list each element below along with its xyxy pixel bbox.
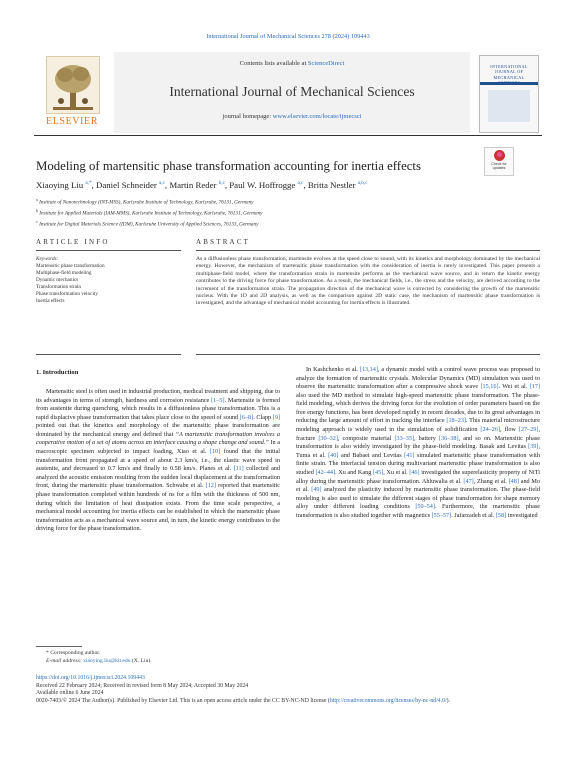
- contents-line: [114, 60, 470, 67]
- affiliation-item: [36, 218, 540, 229]
- citation-link[interactable]: [9]: [272, 413, 281, 421]
- received-dates: Received 22 February 2024; Received in revised form 8 May 2024; Accepted 30 May 2024: [36, 682, 249, 689]
- keyword-list: [36, 263, 181, 305]
- affiliation-marker: a: [36, 197, 38, 202]
- email-link[interactable]: xiaoying.liu@kit.edu: [83, 657, 131, 664]
- body-column-left: [36, 388, 280, 534]
- keyword-item[interactable]: Martensitic phase transformation: [36, 263, 105, 269]
- journal-header: [34, 52, 542, 136]
- sciencedirect-link[interactable]: ScienceDirect: [307, 60, 345, 67]
- citation-link[interactable]: [30–32]: [318, 434, 338, 442]
- citation-link[interactable]: [1–5]: [211, 396, 225, 404]
- citation-link[interactable]: [49]: [311, 486, 322, 494]
- author-name[interactable]: Britta Nestler: [307, 180, 356, 190]
- citation-link[interactable]: [24–26]: [480, 426, 501, 434]
- journal-homepage-link[interactable]: www.elsevier.com/locate/ijmecsci: [272, 113, 362, 120]
- body-column-right: [296, 366, 540, 520]
- keyword-item[interactable]: Inertia effects: [36, 298, 65, 304]
- contents-prefix: Contents lists available at: [239, 60, 308, 67]
- citation-link[interactable]: [46]: [409, 468, 420, 476]
- author-affiliation-marker[interactable]: a,b,c: [357, 180, 368, 187]
- affiliation-text: Institute of Nanotechnology (INT-MSS), Karlsruhe Institute of Technology, Karlsruhe, 76131, Germany: [39, 199, 254, 206]
- affiliation-marker: b: [36, 208, 38, 214]
- citation-link[interactable]: [17]: [529, 383, 540, 391]
- paper-title: Modeling of martensitic phase transformation accounting for inertia effects: [36, 159, 421, 173]
- citation-link[interactable]: [55–57]: [431, 511, 452, 519]
- abstract-text: As a diffusionless phase transformation, martensite evolves at the speed close to sound, with its kinetics and morphology dominated by the mechanical energy. However, the mechanism of martensitic phase transformation with the consideration of inertia is rarely investigated. This paper presents a multiphase-field model, where the transformation strain in martensite performs as the mechanical wave source, and in return the kinetic energy contributes to the driving force for phase transformation. As a result, the mechanical fields, i.e., the stress and the velocity, are derived according to the increment of the transformation strain. The propagation direction of the mechanical wave is corrected by considering the growth of the martensitic nucleus. With the 1D and 2D analysis, as well as the comparison against 2D static case, the mechanism of martensitic phase transformation is investigated, and the advantage of mechanical model accounting for inertia effects is illustrated.: [196, 256, 540, 307]
- citation-link[interactable]: [40]: [328, 451, 339, 459]
- author-affiliation-marker[interactable]: a,c: [159, 180, 165, 187]
- journal-cover-image[interactable]: [479, 55, 539, 133]
- cover-title: INTERNATIONAL JOURNAL OF MECHANICAL: [490, 64, 528, 80]
- article-info-heading: ARTICLE INFO: [36, 238, 110, 246]
- body-paragraph: In Kashchenko et al. [13,14], a dynamic model with a control wave process was proposed to analyze the formation of martensitic crystals. Molecular Dynamics (MD) simulation was used to observe the martensitic transformation after a compressive shock wave [15,16]. Wei et al. [17] also used the MD method to simulate high-speed martensitic phase transformation. The phase-field modeling, which derives the driving force for the evolution of order parameters based on the free energy functions, has been developed rapidly in recent decades, due to its great advantages in reducing the large amount of effort in tracking the interface [18–23]. This material microstructure modeling approach is widely used in the simulation of solidification [24–26], flow [27–29], fracture [30–32], composite material [33–35], battery [36–38], and so on. Martensitic phase transformation is also widely investigated by the phase-field modeling. Basak and Levitas [39], Tuma et al. [40] and Babaei and Levitas [41] simulated martensitic phase transformation with finite strain. The interfacial tension during multivariant martensitic phase transformation is also studied [42–44]. Xu and Kang [45], Xu et al. [46] investigated the superelasticity property of NiTi alloy during the martensitic phase transformation. Ahluwalia et al. [47], Zhang et al. [48] and Mo et al. [49] analyzed the plasticity induced by martensitic phase transformation. The phase-field modeling is also used to simulate the different stages of phase transformation for shape memory alloy under different loading conditions [50–54]. Furthermore, the martensitic phase transformation is also studied together with magnetics [55–57]. Jafarzadeh et al. [58] investigated: [296, 366, 541, 519]
- citation-link[interactable]: [11]: [233, 465, 244, 473]
- author-affiliation-marker[interactable]: b,c: [218, 180, 225, 187]
- homepage-line: [114, 113, 470, 120]
- citation-link[interactable]: [45]: [372, 468, 384, 476]
- citation-link[interactable]: [41]: [404, 451, 415, 459]
- email-label: E-mail address:: [46, 657, 84, 664]
- author-affiliation-marker[interactable]: a,c: [297, 180, 304, 187]
- divider: [36, 250, 181, 251]
- divider: [36, 354, 181, 355]
- keyword-item[interactable]: Dynamic mechanics: [36, 277, 79, 283]
- keyword-item[interactable]: Transformation strain: [36, 284, 81, 290]
- citation-link[interactable]: [47]: [463, 477, 474, 485]
- footnote: [46, 650, 152, 666]
- author-affiliation-marker[interactable]: a,*: [85, 180, 92, 187]
- citation-link[interactable]: [18–23]: [446, 417, 466, 425]
- divider: [196, 354, 540, 355]
- article-footer: [36, 675, 540, 705]
- footnote-divider: [36, 646, 82, 647]
- keyword-item[interactable]: Phase transformation velocity: [36, 291, 98, 297]
- journal-info-box: [114, 52, 470, 133]
- elsevier-tree-icon: [46, 56, 100, 114]
- author-list: Xiaoying Liu $^{a,*}$, Daniel Schneider $^{a,c}$, Martin Reder $^{b,c}$, Paul W. Hoffrogge $^{a,c}$, Britta Nestler $^{a,b,c}$: [36, 180, 368, 190]
- badge-line-2: updates: [492, 166, 506, 171]
- citation-link[interactable]: [33–35]: [394, 434, 415, 442]
- doi-link[interactable]: https://doi.org/10.1016/j.ijmecsci.2024.109443: [36, 675, 145, 681]
- citation-link[interactable]: [48]: [508, 477, 519, 485]
- citation-link[interactable]: [27–29]: [518, 426, 539, 434]
- citation-link[interactable]: [15,16]: [480, 383, 499, 391]
- citation-link[interactable]: [42–44]: [315, 468, 336, 476]
- email-suffix: (X. Liu).: [130, 657, 152, 664]
- author-name[interactable]: Xiaoying Liu: [36, 180, 84, 190]
- license-link[interactable]: http://creativecommons.org/licenses/by-nc-nd/4.0/: [329, 697, 447, 704]
- corresponding-author-text: Corresponding author.: [50, 650, 101, 656]
- cover-illustration: [488, 90, 530, 122]
- abstract-heading: ABSTRACT: [196, 238, 251, 246]
- license-suffix: ).: [446, 697, 450, 704]
- journal-name: International Journal of Mechanical Sciences: [169, 84, 415, 99]
- divider: [196, 250, 540, 251]
- citation-link[interactable]: [39]: [528, 443, 539, 451]
- cover-bar: [480, 82, 538, 85]
- license-statement: [36, 698, 540, 706]
- author-name[interactable]: Martin Reder: [169, 180, 217, 190]
- citation-link[interactable]: [50–54]: [415, 503, 435, 511]
- affiliation-marker: c: [36, 219, 38, 225]
- citation-link[interactable]: [12]: [205, 482, 216, 490]
- quoted-definition: “A martensitic transformation involves a cooperative motion of a set of atoms across an interface causing a shape change and sound.”: [36, 430, 280, 447]
- crossmark-icon: [494, 150, 505, 161]
- journal-citation[interactable]: International Journal of Mechanical Sciences 278 (2024) 109443: [206, 33, 370, 40]
- citation-link[interactable]: [6–8]: [239, 413, 254, 421]
- corresponding-author-note: * Corresponding author.: [46, 650, 101, 656]
- affiliation-list: [36, 196, 540, 230]
- keywords-block: [36, 256, 181, 305]
- homepage-prefix: journal homepage:: [222, 113, 273, 120]
- author-name[interactable]: Daniel Schneider: [95, 180, 157, 190]
- keyword-item[interactable]: Multiphase-field modeling: [36, 270, 92, 276]
- citation-link[interactable]: [10]: [209, 448, 221, 456]
- affiliation-item: [36, 196, 540, 207]
- affiliation-item: [36, 207, 540, 218]
- citation-link[interactable]: [36–38]: [438, 434, 459, 442]
- citation-link[interactable]: [58]: [495, 511, 507, 519]
- license-prefix: 0020-7403/© 2024 The Author(s). Published by Elsevier Ltd. This is an open access article under the CC BY-NC-ND license (: [36, 697, 330, 704]
- affiliation-text: Institute for Digital Materials Science (IDM), Karlsruhe University of Applied Sciences, 76133, Germany: [39, 222, 259, 229]
- email-note: [46, 658, 152, 666]
- check-for-updates-button[interactable]: [484, 147, 514, 176]
- available-online: Available online 6 June 2024: [36, 690, 104, 697]
- check-for-updates-label: [485, 162, 513, 170]
- badge-line-1: Check for: [491, 162, 507, 166]
- author-name[interactable]: Paul W. Hoffrogge: [229, 180, 296, 190]
- keywords-label: Keywords:: [36, 256, 59, 262]
- body-paragraph: Martensitic steel is often used in industrial production, medical treatment and shipping, due to its advantages in terms of strength, hardness and corrosion resistance [1–5]. Martensite is formed from austenite during quenching, which results in a diffusionless phase transformation. This is a rapid displacive phase transformation that takes place close to the speed of sound [6–8]. Clapp [9] pointed out that the kinetics and morphology of the martensitic phase transformation are dominated by the mechanical energy and defined that “A martensitic transformation involves a cooperative motion of a set of atoms across an interface causing a shape change and sound.” In a macroscopic specimen subjected to impact loading, Xiao et al. [10] found that the initial transformation front propagated at a speed of about 2.3 km/s, i.e., the elastic wave speed in austenite, and decreased to 0.7 km/s and finally to 0.58 km/s. Planes et al. [11] collected and analyzed the acoustic emission resulting from the sudden local displacement at the transformation front, during the martensitic phase transformation. Schwabe et al. [12] reported that martensitic phase transformation completed within hundreds of ns for a film with the thickness of 500 nm, during which the limitation of heat dissipation exists. From the time scale perspective, a mechanical model accounting for inertia effects can be established in which the martensitic phase transformation acts as a mechanical wave source and, in turn, the kinetic energy contributes to the driving force for the phase transformation.: [36, 388, 281, 533]
- elsevier-wordmark: ELSEVIER: [45, 116, 99, 127]
- citation-link[interactable]: [13,14]: [359, 366, 378, 373]
- affiliation-text: Institute for Applied Materials (IAM-MMS), Karlsruhe Institute of Technology, Karlsruhe, 76131, Germany: [39, 210, 263, 217]
- section-heading-introduction: 1. Introduction: [36, 369, 79, 376]
- elsevier-logo[interactable]: [36, 56, 108, 131]
